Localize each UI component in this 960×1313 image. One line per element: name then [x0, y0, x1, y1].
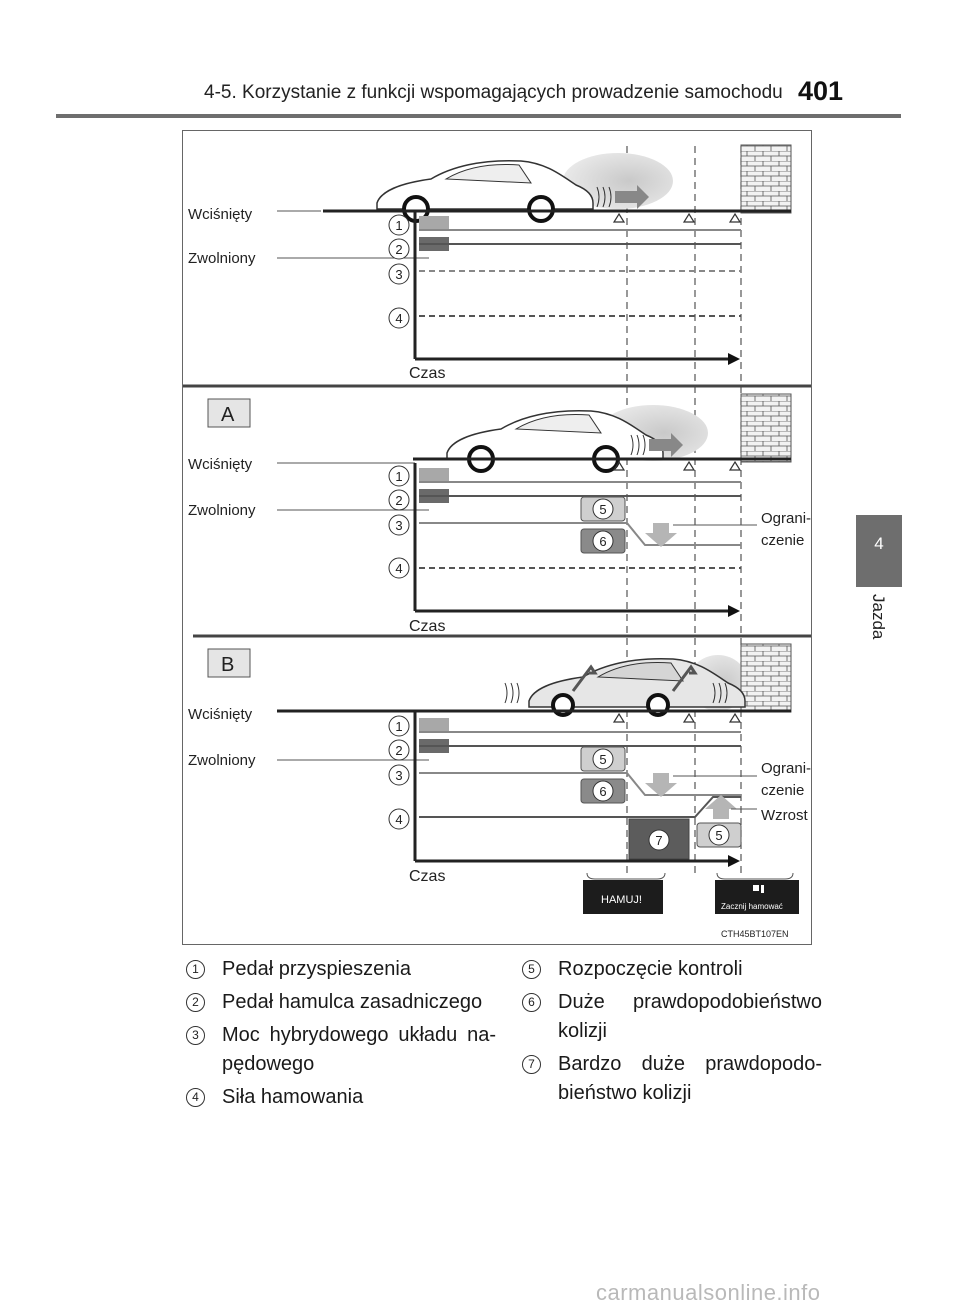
label-released-1: Zwolniony [188, 250, 256, 267]
legend-item-1: 1 Pedał przyspieszenia [186, 955, 496, 984]
legend-item-5: 5 Rozpoczęcie kontroli [522, 955, 822, 984]
label-released-3: Zwolniony [188, 752, 256, 769]
header-rule [56, 114, 901, 118]
marker-3-a: 3 [395, 267, 403, 282]
legend-item-7: 7 Bardzo duże prawdopodo-bieństwo kolizji [522, 1050, 822, 1108]
label-time-3: Czas [409, 868, 446, 885]
marker-1-c: 1 [395, 719, 403, 734]
legend-item-4: 4 Siła hamowania [186, 1083, 496, 1112]
marker-6-c: 6 [599, 784, 607, 799]
label-limit-b-2: czenie [761, 782, 805, 799]
label-released-2: Zwolniony [188, 502, 256, 519]
marker-4-c: 4 [395, 812, 403, 827]
legend-left [186, 955, 496, 1116]
brake-warning-text: HAMUJ! [601, 894, 642, 906]
marker-1-b: 1 [395, 469, 403, 484]
marker-2-c: 2 [395, 743, 403, 758]
marker-3-b: 3 [395, 518, 403, 533]
side-tab-number: 4 [874, 534, 884, 553]
legend-right [522, 955, 822, 1112]
marker-6-b: 6 [599, 534, 607, 549]
figure-diagram [183, 131, 811, 944]
label-limit-a-2: czenie [761, 532, 805, 549]
side-tab-label-wrap [862, 594, 888, 654]
label-time-1: Czas [409, 365, 446, 382]
marker-2-b: 2 [395, 493, 403, 508]
marker-1-a: 1 [395, 218, 403, 233]
figure [182, 130, 812, 945]
panel-a [208, 394, 791, 617]
panel-a-label: A [221, 404, 235, 426]
marker-5-c-2: 5 [715, 828, 723, 843]
legend-item-3: 3 Moc hybrydowego układu na-pędowego [186, 1021, 496, 1079]
marker-4-a: 4 [395, 311, 403, 326]
legend-item-6: 6 Duże prawdopodobieństwo kolizji [522, 988, 822, 1046]
panel-b [208, 644, 799, 914]
wall-icon [741, 145, 791, 213]
header-title: 4-5. Korzystanie z funkcji wspomagających prowadzenie samochodu [204, 82, 783, 103]
marker-5-c: 5 [599, 752, 607, 767]
page-number: 401 [798, 76, 844, 106]
marker-4-b: 4 [395, 561, 403, 576]
marker-3-c: 3 [395, 768, 403, 783]
marker-7-c: 7 [655, 833, 663, 848]
watermark: carmanualsonline.info [596, 1280, 821, 1305]
panel-b-label: B [221, 654, 235, 676]
marker-5-b: 5 [599, 502, 607, 517]
side-tab-label: Jazda [869, 594, 888, 640]
start-braking-text: Zacznij hamować [721, 902, 783, 911]
label-pressed-1: Wciśnięty [188, 206, 253, 223]
legend-item-2: 2 Pedał hamulca zasadniczego [186, 988, 496, 1017]
marker-2-a: 2 [395, 242, 403, 257]
figure-code: CTH45BT107EN [721, 929, 789, 939]
label-time-2: Czas [409, 618, 446, 635]
label-pressed-3: Wciśnięty [188, 706, 253, 723]
panel-normal [277, 145, 791, 365]
label-limit-b-1: Ograni- [761, 760, 811, 777]
label-limit-a-1: Ograni- [761, 510, 811, 527]
label-increase: Wzrost [761, 807, 808, 824]
label-pressed-2: Wciśnięty [188, 456, 253, 473]
